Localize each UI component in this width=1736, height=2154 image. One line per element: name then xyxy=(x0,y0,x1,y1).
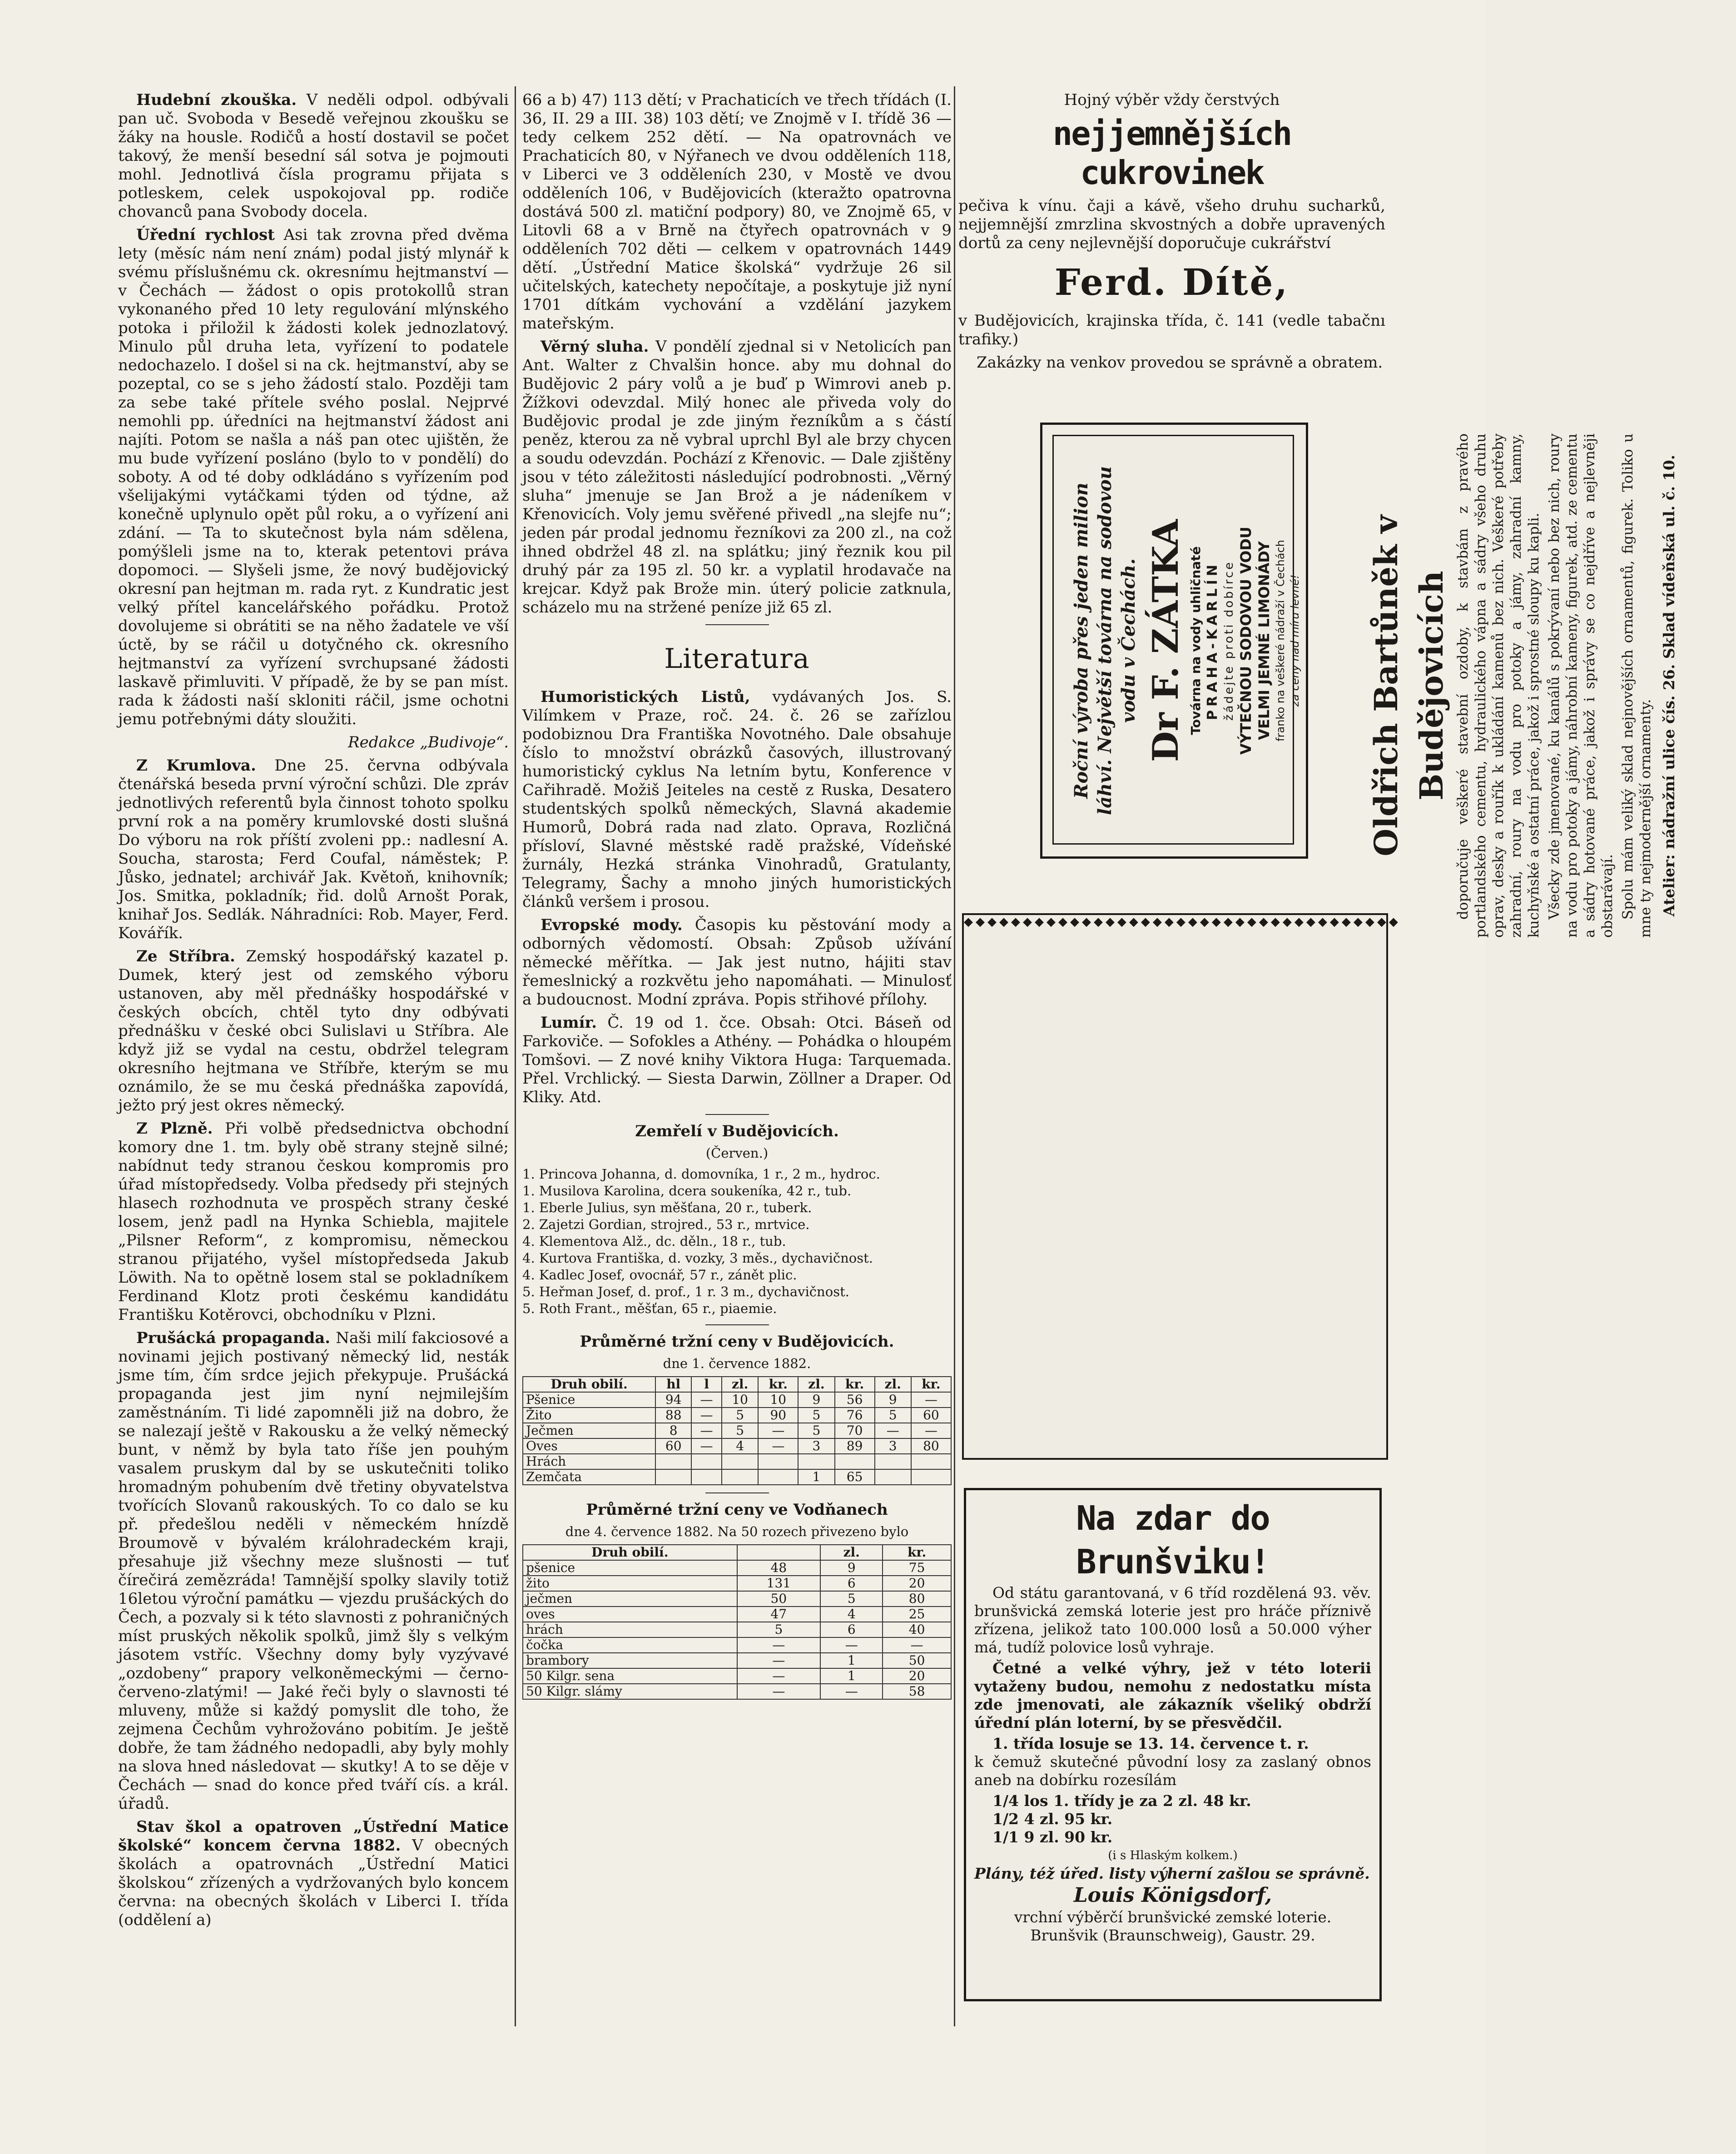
zemreli-month: (Červen.) xyxy=(705,1145,769,1161)
table-cell: 70 xyxy=(835,1423,875,1438)
literatura-heading: Literatura xyxy=(664,643,810,675)
section-divider xyxy=(705,624,769,625)
table-cell: 20 xyxy=(883,1668,951,1684)
table-cell: 6 xyxy=(820,1576,883,1591)
table-header: kr. xyxy=(835,1377,875,1392)
table-cell: 80 xyxy=(911,1438,951,1454)
table-row xyxy=(523,1576,951,1591)
table-cell: 5 xyxy=(798,1408,834,1423)
ad-brunsvik-prices xyxy=(992,1792,1371,1846)
price-table-budejovice xyxy=(522,1376,952,1485)
section-divider xyxy=(705,1492,769,1493)
death-entry: 4. Kadlec Josef, ovocnář, 57 r., zánět plic. xyxy=(522,1267,797,1283)
table-cell: 50 xyxy=(737,1591,821,1607)
ad-address: v Budějovicích, krajinska třída, č. 141 (vedle tabačnı trafiky.) xyxy=(958,312,1385,348)
table-cell xyxy=(691,1469,722,1485)
table-body xyxy=(523,1392,951,1485)
article-text: V obecných školách a opatrovnách „Ústřední Matici školskou“ zřízených a vydržovaných bylo koncem června: na obecných školách v Liberci I. třída (oddělení a) xyxy=(118,1836,509,1929)
column-divider xyxy=(515,86,516,2026)
table-cell xyxy=(655,1454,691,1469)
table-cell: Hrách xyxy=(523,1454,655,1469)
article-plzen xyxy=(118,1119,509,1324)
table-cell: 90 xyxy=(758,1408,798,1423)
article-text: Časopis ku pěstování mody a odborných vědomostí. Obsah: Způsob užívání německé měřítka. — Jak jest nutno, hájiti stav řemeslnický a rozkvětu jeho napomáhati. — Minulosť a budoucnost. Modní zpráva. Popis střihové přílohy. xyxy=(522,916,952,1009)
table-cell: Zemčata xyxy=(523,1469,655,1485)
ad-border-ornament: ◆◆◆◆◆◆◆◆◆◆◆◆◆◆◆◆◆◆◆◆◆◆◆◆◆◆◆◆◆◆◆◆◆◆◆◆◆ xyxy=(964,915,1401,929)
ad-price-line: 1/1 9 zl. 90 kr. xyxy=(992,1828,1113,1846)
table-cell: žito xyxy=(523,1576,737,1591)
article-title: Evropské mody. xyxy=(541,916,683,934)
table-cell: 47 xyxy=(737,1607,821,1622)
table-cell: 9 xyxy=(798,1392,834,1408)
table-cell: 25 xyxy=(883,1607,951,1622)
death-entry: 2. Zajetzi Gordian, strojred., 53 r., mrtvice. xyxy=(522,1217,810,1232)
ceny1-heading: Průměrné tržní ceny v Budějovicích. xyxy=(580,1333,894,1351)
table-cell: — xyxy=(691,1392,722,1408)
column-3 xyxy=(958,91,1385,377)
table-cell: — xyxy=(691,1438,722,1454)
table-cell: 10 xyxy=(722,1392,758,1408)
table-cell: 5 xyxy=(722,1423,758,1438)
table-cell: hrách xyxy=(523,1622,737,1637)
section-divider xyxy=(705,1114,769,1115)
table-cell: 8 xyxy=(655,1423,691,1438)
article-hudebni xyxy=(118,91,509,221)
table-row xyxy=(523,1423,951,1438)
zemreli-heading: Zemřelí v Budějovicích. xyxy=(635,1122,839,1140)
death-entry: 1. Princova Johanna, d. domovníka, 1 r., 2 m., hydroc. xyxy=(522,1166,880,1182)
ad-outer-text: Roční výroba přes jeden milion láhví. Největší továrna na sodovou vodu v Čechách. xyxy=(1071,466,1139,815)
table-row xyxy=(523,1591,951,1607)
ad-bartunek-rotated xyxy=(1364,433,1736,938)
table-cell: 5 xyxy=(722,1408,758,1423)
table-cell xyxy=(722,1469,758,1485)
ad-zatka-name: Dr F. ZÁTKA xyxy=(1145,519,1186,762)
article-title: Hudební zkouška. xyxy=(136,91,297,109)
table-cell: 4 xyxy=(722,1438,758,1454)
ad-headline: nejjemnějších cukrovinek xyxy=(1052,114,1291,192)
table-cell: 3 xyxy=(798,1438,834,1454)
article-evrop xyxy=(522,916,952,1009)
death-entry: 5. Heřman Josef, d. prof., 1 r. 3 m., dychavičnost. xyxy=(522,1284,849,1299)
table-row xyxy=(523,1622,951,1637)
table-row xyxy=(523,1560,951,1576)
table-cell: 9 xyxy=(820,1560,883,1576)
ad-brunsvik-plany: Plány, též úřed. listy výherní zašlou se správně. xyxy=(974,1865,1370,1882)
article-uredni xyxy=(118,226,509,729)
table-cell: 75 xyxy=(883,1560,951,1576)
table-cell: 20 xyxy=(883,1576,951,1591)
table-cell: 58 xyxy=(883,1684,951,1699)
ad-zatka-rotated xyxy=(1070,457,1301,825)
table-row xyxy=(523,1469,951,1485)
table-cell: 4 xyxy=(820,1607,883,1622)
table-cell: 48 xyxy=(737,1560,821,1576)
table-header: Druh obilí. xyxy=(523,1377,655,1392)
table-header: zl. xyxy=(722,1377,758,1392)
ad-price-line: 1/4 los 1. třídy je za 2 zl. 48 kr. xyxy=(992,1792,1251,1810)
table-cell: 5 xyxy=(798,1423,834,1438)
table-cell xyxy=(758,1469,798,1485)
table-header-row xyxy=(523,1377,951,1392)
table-body xyxy=(523,1560,951,1699)
ad-brunsvik-trida: 1. třída losuje se 13. 14. července t. r. xyxy=(992,1735,1309,1752)
ad-brunsvik-address: Brunšvik (Braunschweig), Gaustr. 29. xyxy=(1030,1926,1315,1944)
article-text: Č. 19 od 1. čce. Obsah: Otci. Báseň od Farkoviče. — Sofokles a Athény. — Pohádka o hloupém Tomšovi. — Z nové knihy Viktora Huga: Tarquemada. Přel. Vrchlický. — Siesta Darwin, Zöllner a Draper. Od Kliky. Atd. xyxy=(522,1014,952,1106)
article-title: Úřední rychlost xyxy=(136,226,275,244)
ad-bartunek-text: Spolu mám veliký sklad nejnovějších ornamentů, figurek. Toliko u mne ty nejmodernější ornamenty. xyxy=(1620,433,1654,938)
table-cell: 50 Kilgr. sena xyxy=(523,1668,737,1684)
table-cell: — xyxy=(758,1438,798,1454)
death-entry: 5. Roth Frant., měšťan, 65 r., piaemie. xyxy=(522,1301,777,1316)
table-cell: — xyxy=(911,1392,951,1408)
ad-zatka-line: žádejte proti dobírce xyxy=(1222,560,1236,721)
table-header xyxy=(737,1545,821,1560)
ad-zatka-line: VELMI JEMNÉ LIMONÁDY xyxy=(1255,541,1273,740)
table-cell: — xyxy=(883,1637,951,1653)
table-cell: — xyxy=(758,1423,798,1438)
table-cell xyxy=(911,1454,951,1469)
article-text: Při volbě předsednictva obchodní komory dne 1. tm. byly obě strany stejně silné; nabídnut tedy stranou českou kompromis pro úřad místopředsedy. Volba předsedy při stejných hlasech rozhodnuta ve prospěch strany české losem, jenž padl na Hynka Schiebla, majitele „Pilsner Reform“, z kompromisu, německou stranou přijatého, vyšel místopředseda Jakub Löwith. Na to opětně losem stal se pokladníkem Ferdinand Klotz proti českému kandidátu Františku Kotěrovci, obchodníku v Plzni. xyxy=(118,1119,509,1324)
table-cell: 5 xyxy=(737,1622,821,1637)
article-title: Humoristických Listů, xyxy=(541,688,750,706)
table-cell: 56 xyxy=(835,1392,875,1408)
ad-price-line: 1/2 4 zl. 95 kr. xyxy=(992,1810,1113,1828)
article-title: Lumír. xyxy=(541,1014,597,1032)
table-cell: 60 xyxy=(655,1438,691,1454)
ad-zatka xyxy=(1040,423,1308,859)
article-text: Dne 25. června odbývala čtenářská beseda první výroční schůzi. Dle zpráv jednotlivých referentů byla činnost tohoto spolku první rok a na poměry krumlovské dosti slušná Do výboru na rok příští zvoleni pp.: nadlesní A. Soucha, starosta; Ferd Coufal, náměstek; P. Jůsko, jednatel; archivář Jak. Květoň, knihovník; Jos. Smitka, pokladník; řid. dolů Arnošt Porak, knihař Jos. Sedlák. Náhradníci: Rob. Mayer, Ferd. Kovářík. xyxy=(118,756,509,942)
article-text: Naši milí fakciosové a novinami jejich postivaný německý lid, nesták jsme tím, čím srdce jejich překypuje. Prušácká propaganda jest jim nyní nejmilejším zaměstnáním. Ti lidé zapomněli již na dobro, že se nalezají ještě v Rakousku a že velký německý bunt, v němž by byla tato říše jen pouhým vasalem pruskym dal by se uskutečniti toliko hromadným pohubením dvě třetiny obyvatelstva tvořících Slovanů rakouských. To co dalo se ku př. předešlou neděli v německém hnízdě Broumově v bývalém králohradeckém kraji, přesahuje již všechny meze slušnosti — tuť čírečirá zemězráda! Tamnější spolky slavily totiž 16letou výroční památku — vjezdu prušáckých do Čech, a pozvaly si k této slavnosti z pohraničných míst pruských několik spolků, jimž šly s velkým jásotem vstříc. Všechny domy byly vyzývavé „ozdobeny“ prapory velkoněmeckými — černo-červeno-zlatými! — Jaké řeči byly o slavnosti té mluveny, může si každý pomyslit dle toho, že zejmena Čechům vyhrožováno pobitím. Je ještě dobře, že tam žádného nedopadli, aby byly mohly na slova hned následovat — skutky! A to se děje v Čechách — snad do konce před tváří cís. a král. úřadů. xyxy=(118,1329,509,1813)
table-cell: — xyxy=(737,1684,821,1699)
table-cell: — xyxy=(691,1408,722,1423)
article-prusacka xyxy=(118,1329,509,1813)
table-cell: — xyxy=(737,1653,821,1668)
article-text: Asi tak zrovna před dvěma lety (měsíc nám není znám) podal jistý mlynář k svému příslušnému ck. okresnímu hejtmanství — v Čechách — žádost o opis protokollů stran vykonaného před 10 lety regulování mlýnského potoka i přiložil k žádosti kolek jednozlatový. Minulo půl druha leta, vyřízení to podatele nedochazelo. I došel si na ck. hejtmanství, aby se pozeptal, co se s jeho žádostí stalo. Později tam za sebe také přítele svého poslal. Nejprvé nemohli pp. úředníci na hejtmanství žádost ani najíti. Potom se našla a náš pan otec ujištěn, že mu bude vyřízení posláno (bylo to v pondělí) do soboty. A od té doby odkládáno s vyřízením pod všelijakými vytáčkami týden od týdne, až konečně uplynulo opět půl roku, a o vyřízení ani zdání. — Ta to skutečnost byla nám sdělena, pomýšleli jsme na to, kterak petentovi práva dopomoci. — Slyšeli jsme, že nový budějovický okresní pan hejtman m. rada ryt. z Kundratic jest velký přítel kancelářského pořádku. Protož dovolujeme si obrátiti se na něho žadatele ve vší úctě, by se ráčil u dotyčného ck. okresního hejtmanství za vyřízení svrchupsané žádosti laskavě přimluviti. V případě, že by se pan míst. rada k žádosti naší skloniti ráčil, jsme ochotni jemu potřebnými dáty sloužiti. xyxy=(118,226,509,728)
article-signature: Redakce „Budivoje“. xyxy=(348,733,509,751)
table-cell: brambory xyxy=(523,1653,737,1668)
table-cell: — xyxy=(875,1423,911,1438)
table-cell: 9 xyxy=(875,1392,911,1408)
table-cell: 131 xyxy=(737,1576,821,1591)
ad-bartunek-text: Všecky zde jmenované, ku kanálů s pokrývaní nebo bez nich, roury na vodu pro potoky a jámy, náhrobní kameny, figurek, atd. ze cementu a sádry hotované práce, jakož i správy se co nejdříve a nejlevněji obstarávají. xyxy=(1546,433,1616,938)
table-row xyxy=(523,1637,951,1653)
table-row xyxy=(523,1607,951,1622)
ad-brunsvik-text: k čemuž skutečné původní losy za zaslaný obnos aneb na dobírku rozesílám xyxy=(974,1753,1371,1789)
table-header: kr. xyxy=(911,1377,951,1392)
table-header: zl. xyxy=(798,1377,834,1392)
table-cell xyxy=(691,1454,722,1469)
column-divider xyxy=(954,86,955,2026)
article-text: V neděli odpol. odbývali pan uč. Svoboda v Besedě veřejnou zkoušku se žáky na housle. Rodičů a hostí dostavil se počet takový, že menší besední sál sotva je pojmouti mohl. Jednotlivá čísla programu přijata s potleskem, celek uspokojoval pp. rodiče chovanců pana Svobody docela. xyxy=(118,91,509,221)
table-cell: oves xyxy=(523,1607,737,1622)
death-entry: 4. Kurtova Františka, d. vozky, 3 měs., dychavičnost. xyxy=(522,1250,873,1266)
article-title: Z Krumlova. xyxy=(136,756,256,775)
table-row xyxy=(523,1408,951,1423)
article-stribro xyxy=(118,947,509,1115)
article-text: vydávaných Jos. S. Vilímkem v Praze, roč. 24. č. 26 se zařízlou podobiznou Dra Františka Novotného. Dale obsahuje číslo to množství obrázků časových, illustrovaný humoristický cyklus Na letním bytu, Konference v Cařihradě. Možiš Jeiteles na cestě z Ruska, Desatero studentských spolků německých, Slavná akademie Humorů, Dobrá rada nad zlato. Oprava, Rozličná přísloví, Slavné městské radě pražské, Vídeňské žurnály, Hezká stránka Vinohradů, Gratulanty, Telegramy, Šachy a mnoho jiných humoristických článků veršem i prosou. xyxy=(522,688,952,911)
table-cell: 89 xyxy=(835,1438,875,1454)
article-text: V pondělí zjednal si v Netolicích pan Ant. Walter z Chvalšin honce. aby mu dohnal do Budějovic 2 páry volů a je buď p Wimrovi aneb p. Žížkovi odevzdal. Milý honec ale přiveda voly do Budějovic prodal je zde jiným řezníkům a s částí peněz, kterou za ně vybral uprchl Byl ale brzy chycen a soudu odevzdán. Pochází z Křenovic. — Dale zjištěny jsou v této záležitosti následující podrobnosti. „Věrný sluha“ jmenuje se Jan Brož a je nádeníkem v Křenovicích. Voly jemu svěřené přivedl „na slejfe nu“; jeden pár prodal jednomu řezníkovi za 200 zl., na což ihned obdržel 48 zl. na splátku; jiný řeznik kou pil druhý pár za 195 zl. 50 kr. a vyplatil hrodavače na krejcar. Když pak Brože min. úterý policie zatknula, scházelo mu na stržené peníze již 65 zl. xyxy=(522,338,952,617)
table-cell: Žito xyxy=(523,1408,655,1423)
table-cell: Ječmen xyxy=(523,1423,655,1438)
table-cell: 60 xyxy=(911,1408,951,1423)
table-cell: 10 xyxy=(758,1392,798,1408)
table-cell xyxy=(655,1469,691,1485)
table-row xyxy=(523,1438,951,1454)
table-cell: — xyxy=(820,1637,883,1653)
table-cell xyxy=(875,1469,911,1485)
ad-order: Zakázky na venkov provedou se správně a obratem. xyxy=(977,353,1383,372)
article-title: Věrný sluha. xyxy=(541,338,649,356)
table-header: kr. xyxy=(758,1377,798,1392)
table-header-row xyxy=(523,1545,951,1560)
table-cell: 40 xyxy=(883,1622,951,1637)
ad-brunsvik xyxy=(964,1488,1382,2001)
table-header: zl. xyxy=(875,1377,911,1392)
ad-zatka-line: VÝTEČNOU SODOVOU VODU xyxy=(1237,527,1255,755)
table-cell: ječmen xyxy=(523,1591,737,1607)
ceny2-heading: Průměrné tržní ceny ve Vodňanech xyxy=(586,1501,888,1519)
article-title: Z Plzně. xyxy=(136,1119,213,1138)
article-verny xyxy=(522,338,952,617)
table-cell: 76 xyxy=(835,1408,875,1423)
article-lumir xyxy=(522,1014,952,1107)
ad-line: Hojný výběr vždy čerstvých xyxy=(1064,91,1280,109)
death-entry: 1. Eberle Julius, syn měšťana, 20 r., tuberk. xyxy=(522,1200,812,1215)
ad-zatka-line: za ceny nad míru levné! xyxy=(1289,574,1301,707)
table-cell: 65 xyxy=(835,1469,875,1485)
table-cell: 5 xyxy=(875,1408,911,1423)
table-cell: pšenice xyxy=(523,1560,737,1576)
table-row xyxy=(523,1653,951,1668)
table-header: zl. xyxy=(820,1545,883,1560)
table-row xyxy=(523,1684,951,1699)
ad-brunsvik-sign2: vrchní výběrčí brunšvické zemské loterie. xyxy=(1014,1908,1332,1926)
ad-text: pečiva k vínu. čaji a kávě, všeho druhu sucharků, nejjemnější zmrzlina skvostných a dobře upravených dortů za ceny nejlevnější doporučuje cukrářství xyxy=(958,197,1385,252)
table-cell xyxy=(798,1454,834,1469)
table-cell: — xyxy=(737,1668,821,1684)
ad-zatka-line: Továrna na vody uhličnaté xyxy=(1188,546,1203,735)
ad-zatka-line: PRAHA-KARLÍN xyxy=(1205,561,1220,721)
table-cell: Oves xyxy=(523,1438,655,1454)
ad-bartunek-text: doporučuje veškeré stavební ozdoby, k stavbám z pravého portlandského cementu, hydraulického vápna a sádry všeho druhu oprav, desky a rouřík k ukládání kamenů bez nich. Veškeré potřeby zahradní, roury na vodu pro potoky a jámy, zahradní kamny, kuchyňské a ostatní práce, jakož i sprostné sloupy ku kapli. xyxy=(1455,433,1542,938)
death-entry: 1. Musilova Karolina, dcera soukeníka, 42 r., tub. xyxy=(522,1183,852,1199)
article-title: Ze Stříbra. xyxy=(136,947,235,965)
ad-brunsvik-text: Četné a velké výhry, jež v této loterii vytaženy budou, nemohu z nedostatku místa zde jmenovati, ale zákazník všeliký obdrží úřední plán loterní, by se přesvědčil. xyxy=(974,1659,1371,1731)
article-title: Prušácká propaganda. xyxy=(136,1329,331,1347)
ad-brunsvik-title: Na zdar do Brunšviku! xyxy=(1076,1499,1270,1582)
death-list xyxy=(522,1166,952,1317)
table-cell: 50 xyxy=(883,1653,951,1668)
article-krumlov xyxy=(118,756,509,943)
table-header: l xyxy=(691,1377,722,1392)
ad-bartunek-title: Oldřich Bartůněk v Budějovicích xyxy=(1367,515,1450,856)
table-cell: — xyxy=(911,1423,951,1438)
table-cell xyxy=(722,1454,758,1469)
table-cell: Pšenice xyxy=(523,1392,655,1408)
ceny1-date: dne 1. července 1882. xyxy=(663,1356,811,1371)
article-stav xyxy=(118,1818,509,1930)
table-cell: 50 Kilgr. slámy xyxy=(523,1684,737,1699)
price-table-vodnany xyxy=(522,1544,952,1700)
table-row xyxy=(523,1392,951,1408)
table-cell: 1 xyxy=(798,1469,834,1485)
table-cell: 80 xyxy=(883,1591,951,1607)
ad-zatka-line: franko na veškeré nádraží v Čechách xyxy=(1274,540,1287,741)
article-humor xyxy=(522,688,952,911)
article-title: Stav škol a opatroven „Ústřední Matice školské“ koncem června 1882. xyxy=(118,1818,509,1855)
ad-bartunek-atelier: Atelier: nádražní ulice čís. 26. Sklad vídeňská ul. č. 10. xyxy=(1660,454,1678,917)
table-cell xyxy=(911,1469,951,1485)
ad-brunsvik-text: Od státu garantovaná, v 6 tříd rozdělená 93. věv. brunšvická zemská loterie jest pro hráče příznivě zřízena, jelikož tato 100.000 losů a 50.000 výher má, tudíž polovice losů vyhraje. xyxy=(974,1584,1371,1656)
column-2 xyxy=(522,91,952,1700)
table-cell: 6 xyxy=(820,1622,883,1637)
table-cell xyxy=(758,1454,798,1469)
table-header: Druh obilí. xyxy=(523,1545,737,1560)
column-1 xyxy=(118,91,509,1934)
table-cell: 5 xyxy=(820,1591,883,1607)
table-cell: — xyxy=(820,1684,883,1699)
article-stav-continued: 66 a b) 47) 113 dětí; v Prachaticích ve třech třídách (I. 36, II. 29 a III. 38) 103 dětí; ve Znojmě v I. třídě 36 — tedy celkem 252 dětí. — Na opatrovnách ve Prachaticích 80, v Nýřanech ve dvou odděleních 118, v Liberci ve 3 odděleních 230, v Mostě ve dvou odděleních 106, v Budějovicích (kteražto opatrovna dostává 500 zl. matiční podpory) 80, ve Znojmě 65, v Litovli 68 a v Brně na čtyřech opatrovnách v 9 odděleních 702 děti — celkem v opatrovnách 1449 dětí. „Ústřední Matice školská“ vydržuje 26 sil učitelských, katechety nepočítaje, a poskytuje již nyní 1701 dítkám vychování a vzdělání jazykem mateřským. xyxy=(522,91,952,333)
ad-brunsvik-note: (i s Hlaským kolkem.) xyxy=(1108,1849,1238,1862)
table-cell: 3 xyxy=(875,1438,911,1454)
table-header: hl xyxy=(655,1377,691,1392)
table-cell: 94 xyxy=(655,1392,691,1408)
table-row xyxy=(523,1454,951,1469)
section-divider xyxy=(705,1324,769,1325)
table-cell: 1 xyxy=(820,1668,883,1684)
death-entry: 4. Klementova Alž., dc. děln., 18 r., tub. xyxy=(522,1234,786,1249)
table-cell: 1 xyxy=(820,1653,883,1668)
table-row xyxy=(523,1668,951,1684)
ad-cukrovinky xyxy=(958,91,1385,372)
table-header: kr. xyxy=(883,1545,951,1560)
table-cell: čočka xyxy=(523,1637,737,1653)
table-cell: — xyxy=(737,1637,821,1653)
table-cell xyxy=(875,1454,911,1469)
table-cell: — xyxy=(691,1423,722,1438)
table-cell: 88 xyxy=(655,1408,691,1423)
ad-name: Ferd. Dítě, xyxy=(1054,261,1290,303)
ad-brunsvik-sign: Louis Königsdorf, xyxy=(1073,1884,1272,1907)
article-text: Zemský hospodářský kazatel p. Dumek, který jest od zemského výboru ustanoven, aby měl přednášky hospodářské v českých obcích, chtěl tyto dny odbývati přednášku v české obci Sulislavi u Stříbra. Ale když již se vydal na cestu, obdržel telegram okresního hejtmana ve Stříbře, kterým se mu oznámilo, že se mu česká přednáška zapovídá, ježto prý jest okres německý. xyxy=(118,947,509,1114)
ceny2-date: dne 4. července 1882. Na 50 rozech přivezeno bylo xyxy=(565,1524,909,1539)
table-cell xyxy=(835,1454,875,1469)
